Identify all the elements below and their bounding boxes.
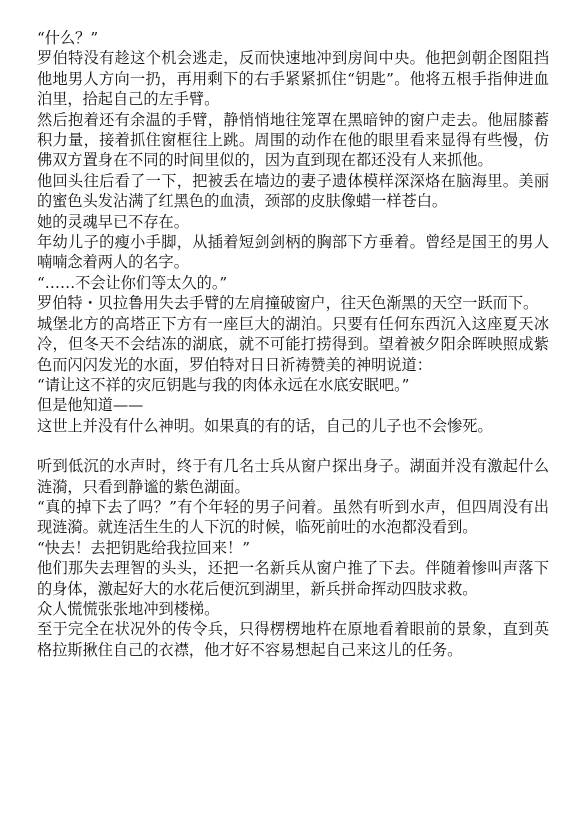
- paragraph: “真的掉下去了吗？”有个年轻的男子问着。虽然有听到水声，但四周没有出现涟漪。就连活生生的人下沉的时候，临死前吐的水泡都没看到。: [37, 497, 549, 537]
- paragraph: 至于完全在状况外的传令兵，只得楞楞地杵在原地看着眼前的景象，直到英格拉斯揪住自己的衣襟，他才好不容易想起自己来这儿的任务。: [37, 620, 549, 659]
- paragraph: “快去！去把钥匙给我拉回来！”: [37, 538, 250, 557]
- section-break: [37, 436, 549, 456]
- document-page: [37, 28, 549, 660]
- paragraph: 他回头往后看了一下，把被丢在墙边的妻子遗体模样深深烙在脑海里。美丽的蜜色头发沾满了红黑色的血渍，颈部的皮肤像蜡一样苍白。: [37, 171, 549, 211]
- paragraph: 年幼儿子的瘦小手脚，从插着短剑剑柄的胸部下方垂着。曾经是国王的男人喃喃念着两人的名字。: [37, 233, 549, 272]
- paragraph: 听到低沉的水声时，终于有几名士兵从窗户探出身子。湖面并没有激起什么涟漪，只看到静谧的紫色湖面。: [37, 457, 549, 496]
- paragraph: 这世上并没有什么神明。如果真的有的话，自己的儿子也不会惨死。: [37, 416, 493, 435]
- paragraph: 罗伯特・贝拉鲁用失去手臂的左肩撞破窗户，往天色渐黑的天空一跃而下。: [37, 294, 539, 313]
- paragraph: “什么？”: [37, 29, 99, 47]
- paragraph: “……不会让你们等太久的。”: [37, 273, 228, 292]
- paragraph: 她的灵魂早已不存在。: [37, 212, 189, 231]
- paragraph: 城堡北方的高塔正下方有一座巨大的湖泊。只要有任何东西沉入这座夏天冰冷，但冬天不会结冻的湖底，就不可能打捞得到。望着被夕阳余晖映照成紫色而闪闪发光的水面，罗伯特对日日祈祷赞美的神明说道：: [37, 314, 549, 374]
- paragraph: 众人慌慌张张地冲到楼梯。: [37, 599, 220, 618]
- paragraph: 罗伯特没有趁这个机会逃走，反而快速地冲到房间中央。他把剑朝企图阻挡他地男人方向一扔，再用剩下的右手紧紧抓住“钥匙”。他将五根手指伸进血泊里，拾起自己的左手臂。: [37, 49, 549, 109]
- paragraph: 然后抱着还有余温的手臂，静悄悄地往笼罩在黑暗钟的窗户走去。他屈膝蓄积力量，接着抓住窗框往上跳。周围的动作在他的眼里看来显得有些慢，仿佛双方置身在不同的时间里似的，因为直到现在都还没有人来抓他。: [37, 110, 549, 170]
- paragraph: 他们那失去理智的头头，还把一名新兵从窗户推了下去。伴随着惨叫声落下的身体，激起好大的水花后便沉到湖里，新兵拼命挥动四肢求救。: [37, 559, 549, 598]
- paragraph: 但是他知道——: [37, 396, 144, 415]
- paragraph: “请让这不祥的灾厄钥匙与我的肉体永远在水底安眠吧。”: [37, 375, 410, 394]
